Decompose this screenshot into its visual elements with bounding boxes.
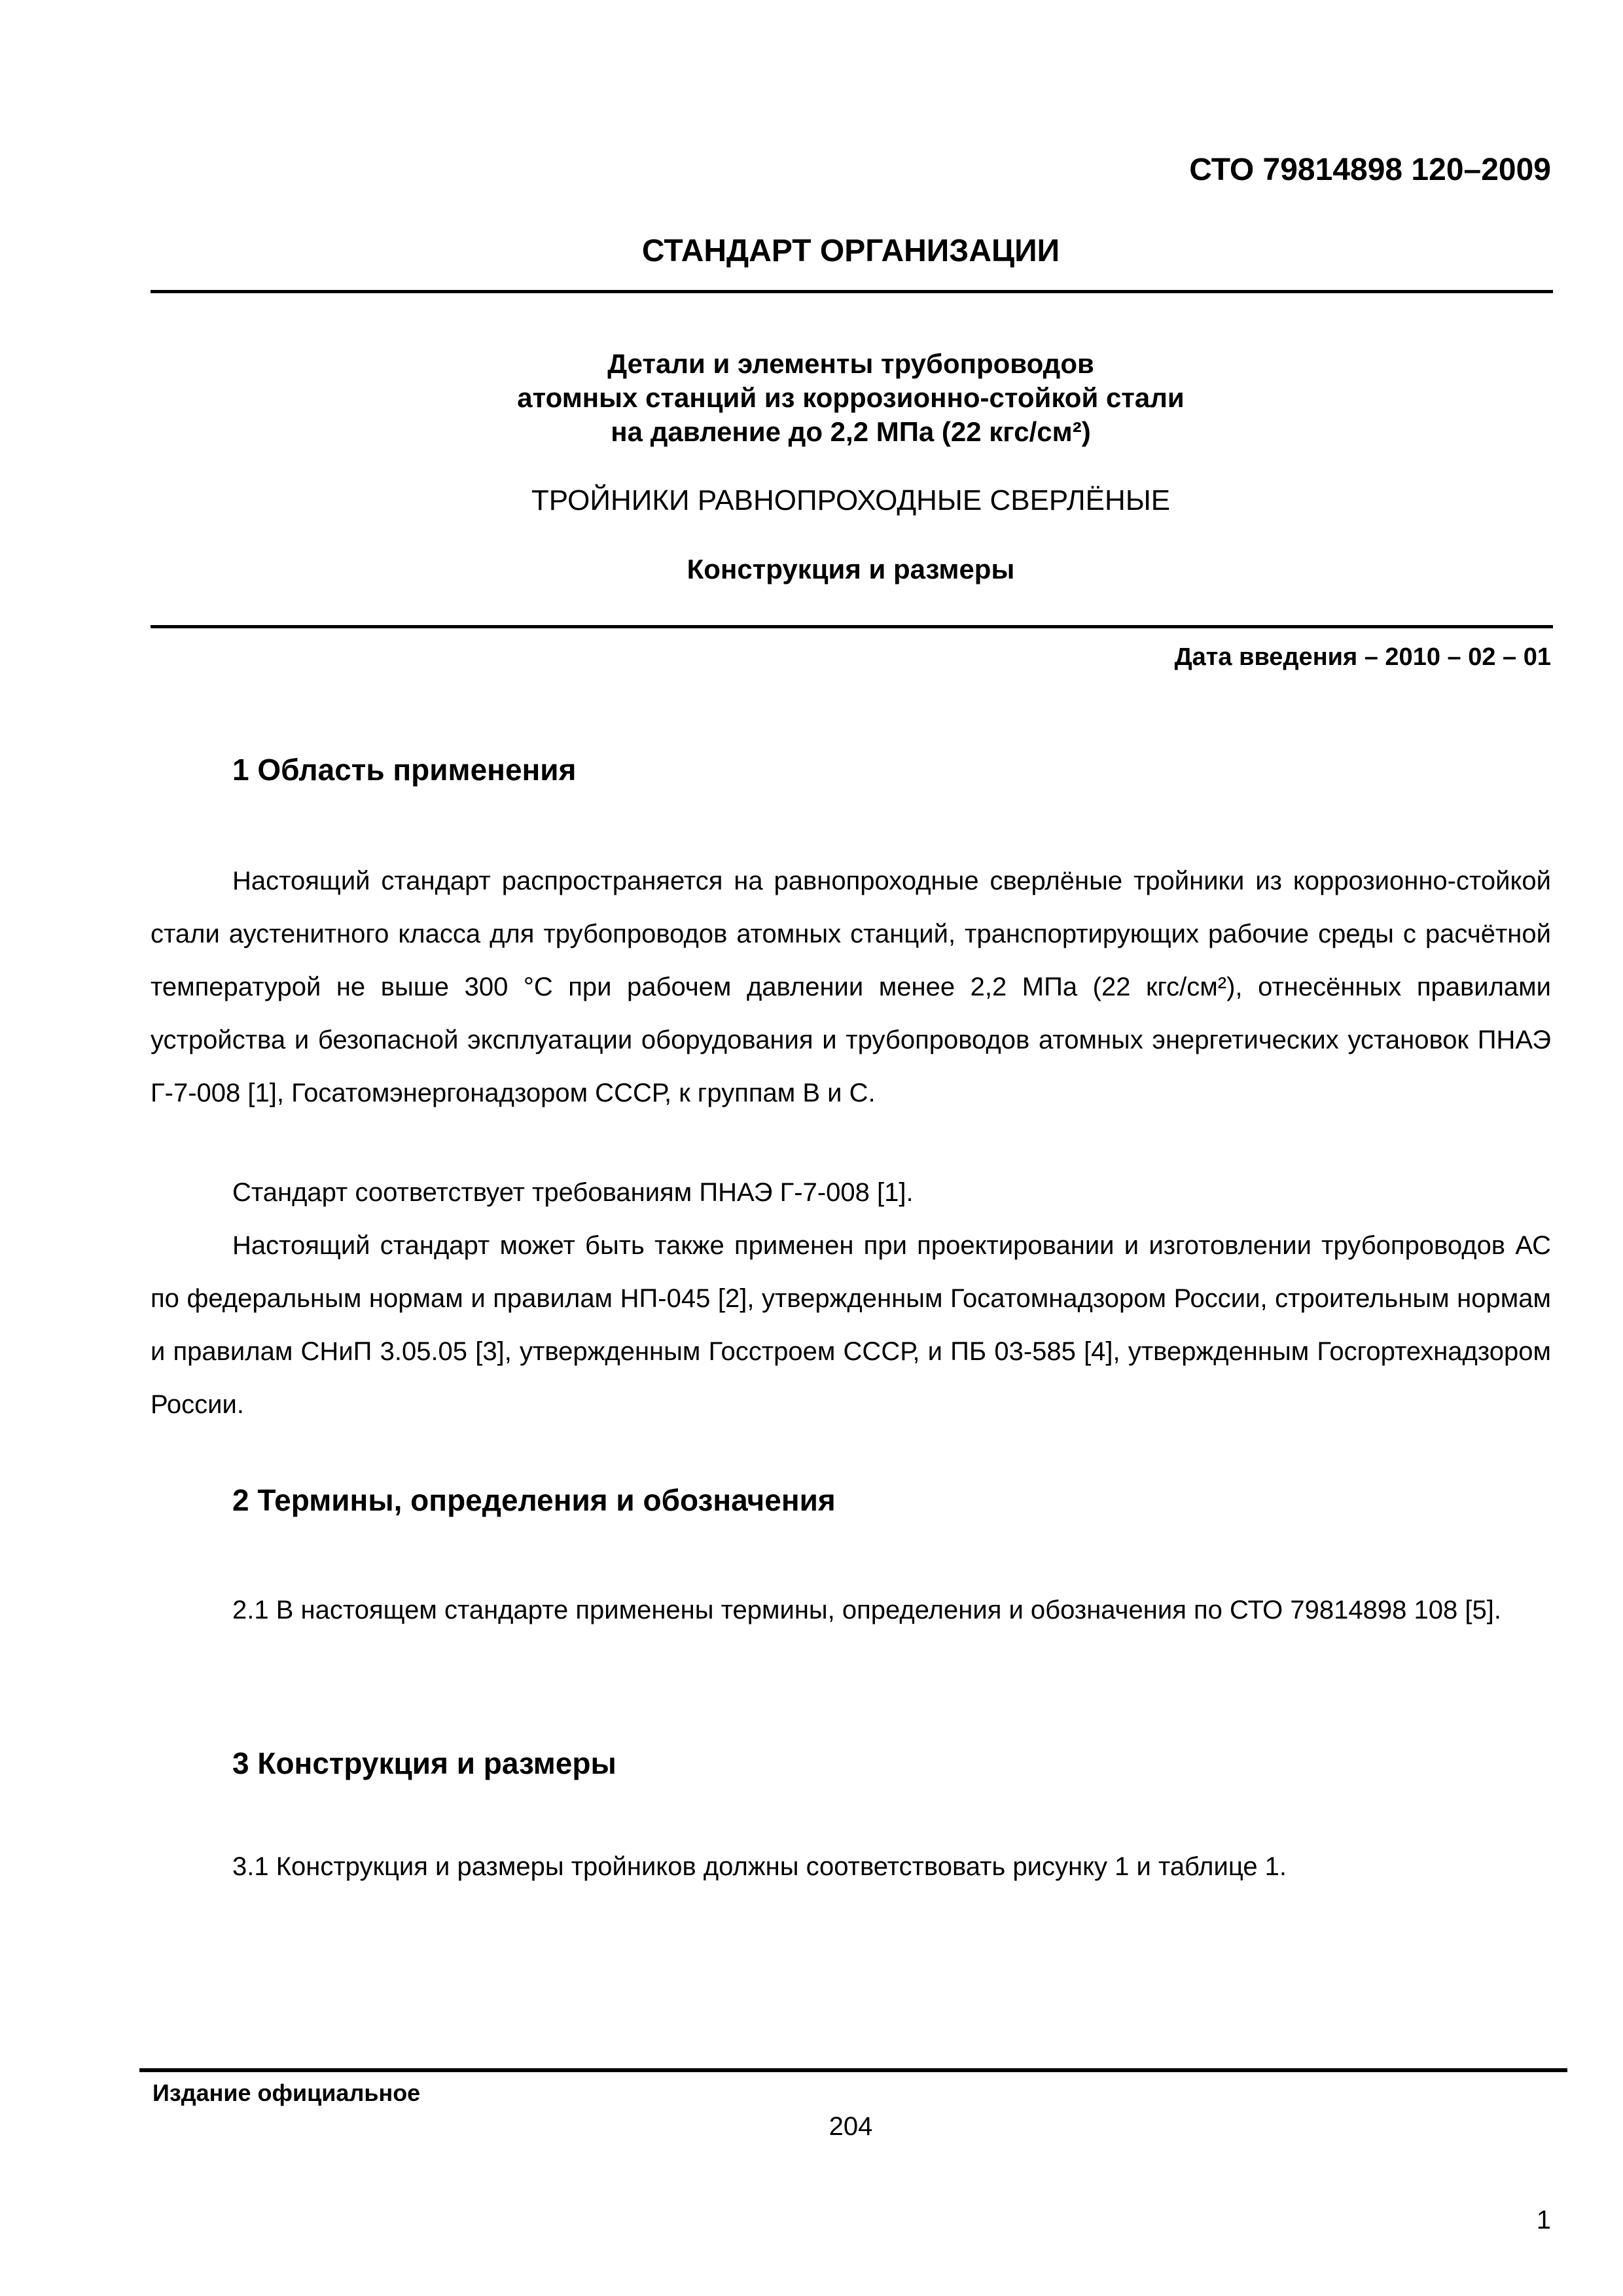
section-1-paragraph-2: Стандарт соответствует требованиям ПНАЭ Г-7-008 [1]. [232,1178,914,1207]
organization-standard-title: СТАНДАРТ ОРГАНИЗАЦИИ [641,234,1060,268]
edition-label: Издание официальное [152,2079,421,2106]
page-number: 204 [829,2112,873,2141]
section-3-paragraph-1: 3.1 Конструкция и размеры тройников должны соответствовать рисунку 1 и таблице 1. [232,1852,1287,1881]
introduction-date: Дата введения – 2010 – 02 – 01 [1174,643,1551,671]
product-title: ТРОЙНИКИ РАВНОПРОХОДНЫЕ СВЕРЛЁНЫЕ [531,484,1171,516]
document-subtitle: Конструкция и размеры [687,554,1015,584]
subject-line-2: атомных станций из коррозионно-стойкой стали [517,382,1185,413]
section-1-paragraph-3: Настоящий стандарт может быть также применен при проектировании и изготовлении трубопроводов АС по федеральным нормам и правилам НП-045 [2], утвержденным Госатомнадзором России, строительным нормам и правилам СНиП 3.05.05 [3], утвержденным Госстроем СССР, и ПБ 03-585 [4], утвержденным Госгортехнадзором России. [151,1231,1551,1419]
document-code: СТО 79814898 120–2009 [1189,152,1551,187]
document-subject [151,347,1551,449]
sheet-number: 1 [1536,2206,1551,2234]
header-rule [151,290,1553,293]
section-2-paragraph-1: 2.1 В настоящем стандарте применены термины, определения и обозначения по СТО 79814898 108 [5]. [232,1596,1501,1624]
subject-line-1: Детали и элементы трубопроводов [607,348,1094,379]
title-rule [151,625,1553,628]
subject-line-3: на давление до 2,2 МПа (22 кгс/см²) [611,416,1091,447]
footer-rule [139,2068,1567,2072]
section-3-heading: 3 Конструкция и размеры [232,1746,616,1780]
section-2-heading: 2 Термины, определения и обозначения [232,1483,836,1517]
section-1-paragraph-1: Настоящий стандарт распространяется на равнопроходные сверлёные тройники из коррозионно-стойкой стали аустенитного класса для трубопроводов атомных станций, транспортирующих рабочие среды с расчётной температурой не выше 300 °С при рабочем давлении менее 2,2 МПа (22 кгс/см²), отнесённых правилами устройства и безопасной эксплуатации оборудования и трубопроводов атомных энергетических установок ПНАЭ Г-7-008 [1], Госатомэнергонадзором СССР, к группам В и С. [151,867,1551,1107]
section-1-heading: 1 Область применения [232,753,577,787]
